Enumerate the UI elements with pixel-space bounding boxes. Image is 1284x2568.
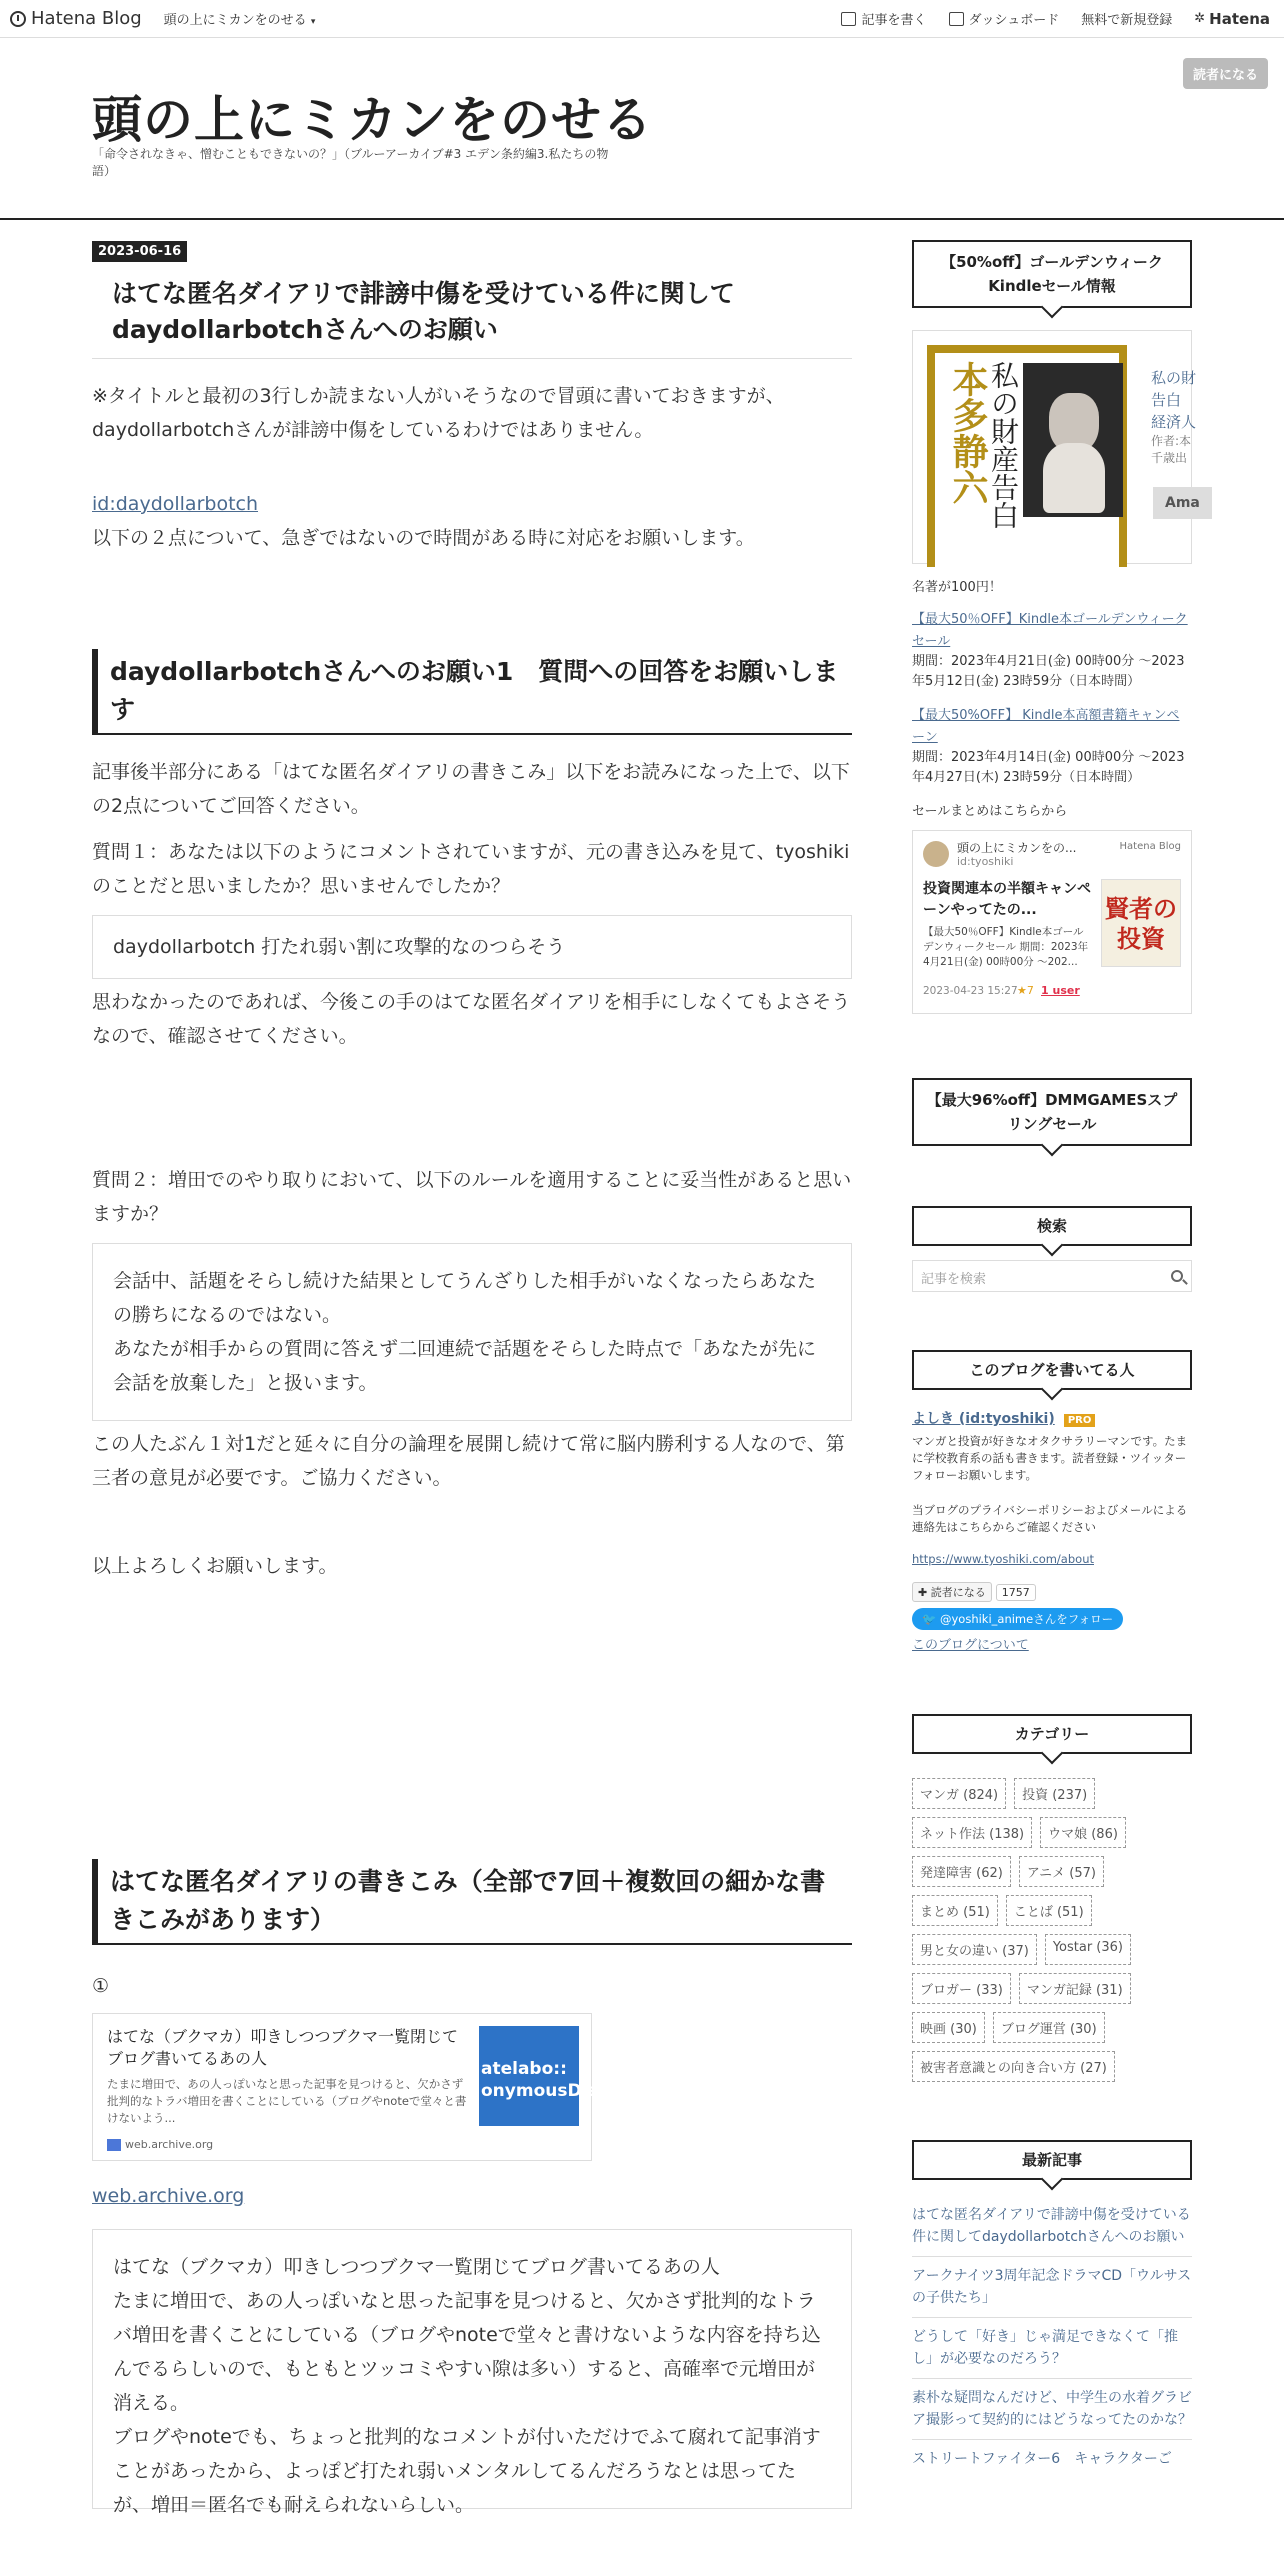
sale-summary-text: セールまとめはこちらから [912, 804, 1068, 819]
blockquote-anonymous-post [92, 2229, 852, 2516]
product-title-line-2: 告白 [1151, 391, 1182, 409]
card-title: はてな（ブクマカ）叩きしつつブクマ一覧閉じてブログ書いてるあの人 [107, 2027, 459, 2068]
signup-label: 無料で新規登録 [1081, 13, 1173, 28]
hatena-label: Hatena [1209, 9, 1270, 28]
twitter-follow-button[interactable] [912, 1608, 1123, 1630]
category-tag[interactable]: ことば (51) [1006, 1895, 1092, 1926]
blog-header [0, 38, 1284, 220]
user-id-link[interactable]: id:daydollarbotch [92, 493, 259, 515]
recent-article-link[interactable]: どうして「好き」じゃ満足できなくて「推し」が必要なのだろう？ [912, 2318, 1192, 2379]
blog-name-dropdown-label: 頭の上にミカンをのせる [163, 13, 307, 28]
category-tag[interactable]: ブロガー (33) [912, 1973, 1011, 2004]
category-tag[interactable]: マンガ (824) [912, 1778, 1006, 1809]
category-tag[interactable]: 映画 (30) [912, 2012, 985, 2043]
subscribe-button[interactable]: 読者になる [1183, 58, 1268, 89]
search-module-title: 検索 [912, 1206, 1192, 1246]
twitter-follow-label: @yoshiki_animeさんをフォロー [939, 1612, 1114, 1626]
third-party-paragraph: この人たぶん１対1だと延々に自分の論理を展開し続けて常に脳内勝利する人なので、第三者の意見が必要です。ご協力ください。 [92, 1433, 845, 1489]
recent-article-link[interactable]: アークナイツ3周年記念ドラマCD「ウルサスの子供たち」 [912, 2257, 1192, 2318]
product-title-line-3: 経済人 [1151, 413, 1197, 431]
recent-articles-list [912, 2196, 1192, 2478]
product-author-line-1: 作者:本 [1151, 434, 1192, 448]
blog-title[interactable]: 頭の上にミカンをのせる [92, 91, 653, 149]
category-tag[interactable]: Yostar (36) [1045, 1934, 1131, 1965]
subscribe-small-label: 読者になる [930, 1586, 986, 1599]
article-date[interactable]: 2023-06-16 [92, 241, 187, 262]
write-article-button[interactable] [841, 9, 926, 28]
search-placeholder: 記事を検索 [921, 1272, 987, 1287]
rule-line-2: あなたが相手からの質問に答えず二回連続で話題をそらした時点で「あなたが先に会話を放棄した」と扱います。 [113, 1338, 817, 1394]
product-info [1151, 367, 1196, 467]
instruction-paragraph: 記事後半部分にある「はてな匿名ダイアリの書きこみ」以下をお読みになった上で、以下の2点についてご回答ください。 [92, 761, 850, 817]
entry-card-description: 【最大50％OFF】Kindle本ゴールデンウィークセール 期間：2023年4月21日(金) 00時00分 ～202... [923, 926, 1089, 968]
sale-module-title: 【50%off】ゴールデンウィークKindleセール情報 [912, 240, 1192, 308]
category-list [912, 1778, 1192, 2082]
entry-card-title: 投資関連本の半額キャンペーンやってたの... [923, 881, 1091, 918]
question-1: 質問１：あなたは以下のようにコメントされていますが、元の書き込みを見て、tyoshikiのことだと思いましたか？思いませんでしたか？ [92, 841, 850, 897]
about-url-link[interactable]: https://www.tyoshiki.com/about [912, 1552, 1094, 1566]
sidebar [912, 240, 1200, 2478]
intro-paragraph: ※タイトルと最初の3行しか読まない人がいそうなので冒頭に書いておきますが、daydollarbotchさんが誹謗中傷をしているわけではありません。 [92, 385, 785, 441]
author-photo [1023, 363, 1123, 517]
caret-down-icon: ▾ [310, 17, 316, 27]
top-navigation-bar [0, 0, 1284, 38]
hatena-blog-logo-text: Hatena Blog [31, 8, 142, 29]
card-site-label: web.archive.org [125, 2138, 214, 2151]
quote-line-1: はてな（ブクマカ）叩きしつつブクマ一覧閉じてブログ書いてるあの人 [113, 2256, 720, 2278]
card-description: たまに増田で、あの人っぽいなと思った記事を見つけると、欠かさず批判的なトラバ増田を書くことにしている（ブログやnoteで堂々と書けないよう... [107, 2077, 467, 2125]
category-tag[interactable]: マンガ記録 (31) [1019, 1973, 1131, 2004]
recent-module-title: 最新記事 [912, 2140, 1192, 2180]
edit-icon [841, 12, 856, 26]
sale-link-2[interactable]: 【最大50%OFF】 Kindle本高額書籍キャンペーン [912, 708, 1180, 745]
recent-article-link[interactable]: 素朴な疑問なんだけど、中学生の水着グラビア撮影って契約的にはどうなってたのかな？ [912, 2379, 1192, 2440]
hatena-blog-logo[interactable] [10, 8, 142, 29]
section-heading-1: daydollarbotchさんへのお願い1 質問への回答をお願いします [92, 649, 852, 735]
entry-card-date: 2023-04-23 15:27 [923, 985, 1018, 997]
sale-note: 名著が100円！ [912, 580, 1002, 595]
book-title-vertical: 私の財産告白 [987, 361, 1020, 529]
category-tag[interactable]: ネット作法 (138) [912, 1817, 1032, 1848]
amazon-product-card[interactable] [912, 330, 1200, 564]
blog-entry-card[interactable] [912, 830, 1192, 1014]
signup-link[interactable] [1081, 9, 1172, 28]
card-thumbnail-line-1: atelabo:: [481, 2059, 567, 2079]
sale-period-1: 期間：2023年4月21日(金) 00時00分 ～2023年5月12日(金) 23時59分（日本時間） [912, 654, 1185, 689]
item-number-1: ① [92, 1975, 110, 1997]
amazon-button[interactable]: Ama [1153, 487, 1212, 519]
entry-card-stars: ★7 [1017, 984, 1034, 997]
category-tag[interactable]: アニメ (57) [1019, 1856, 1104, 1887]
section-heading-2: はてな匿名ダイアリの書きこみ（全部で7回＋複数回の細かな書きこみがあります） [92, 1859, 852, 1945]
category-tag[interactable]: まとめ (51) [912, 1895, 998, 1926]
question-2: 質問２：増田でのやり取りにおいて、以下のルールを適用することに妥当性があると思いますか？ [92, 1169, 852, 1225]
twitter-bird-icon: 🐦 [922, 1612, 937, 1626]
entry-card-user-id: id:tyoshiki [957, 855, 1014, 868]
category-tag[interactable]: 被害者意識との向き合い方 (27) [912, 2051, 1115, 2082]
plus-icon: ✚ [918, 1586, 928, 1599]
recent-article-link[interactable]: ストリートファイター6 キャラクターご [912, 2451, 1172, 2467]
hatena-dots-icon: ✲ [1194, 11, 1206, 26]
closing-paragraph: 以上よろしくお願いします。 [92, 1555, 338, 1577]
card-thumbnail [479, 2026, 608, 2126]
dashboard-label: ダッシュボード [968, 13, 1060, 28]
privacy-note: 当ブログのプライバシーポリシーおよびメールによる連絡先はこちらからご確認ください [912, 1503, 1188, 1534]
author-description: マンガと投資が好きなオタクサラリーマンです。たまに学校教育系の話も書きます。読者登録・ツイッターフォローお願いします。 [912, 1434, 1188, 1482]
card-thumbnail-line-2: onymousDiar [481, 2081, 608, 2101]
subscriber-count: 1757 [996, 1584, 1036, 1601]
card-site [107, 2138, 213, 2151]
category-tag[interactable]: 発達障害 (62) [912, 1856, 1011, 1887]
request-paragraph: 以下の２点について、急ぎではないので時間がある時に対応をお願いします。 [92, 527, 755, 549]
blog-avatar [923, 841, 949, 867]
sale-link-1[interactable]: 【最大50％OFF】Kindle本ゴールデンウィークセール [912, 612, 1188, 649]
quote-line-2: たまに増田で、あの人っぽいなと思った記事を見つけると、欠かさず批判的なトラバ増田を書くことにしている（ブログやnoteで堂々と書けないような内容を持ち込んでるらしいので、もともとツッコミやすい隙は多い）すると、高確率で元増田が消える。 [113, 2290, 821, 2414]
dashboard-button[interactable] [949, 9, 1060, 28]
dmm-module-title: 【最大96%off】DMMGAMESスプリングセール [912, 1078, 1192, 1146]
dashboard-icon [949, 12, 964, 26]
site-favicon-icon [107, 2139, 121, 2151]
quote-line-3: ブログやnoteでも、ちょっと批判的なコメントが付いただけでふて腐れて記事消すことがあったから、よっぽど打たれ弱いメンタルしてるんだろうなとは思ってたが、増田＝匿名でも耐えられないらしい。 [113, 2426, 821, 2516]
subscribe-small-button[interactable] [912, 1582, 992, 1602]
entry-card-thumbnail: 賢者の投資 [1101, 879, 1181, 967]
embedded-link-card[interactable] [92, 2013, 608, 2161]
archive-link[interactable]: web.archive.org [92, 2185, 245, 2207]
entry-card-bookmark-users[interactable]: 1 user [1041, 984, 1080, 997]
book-cover-image [927, 345, 1127, 567]
sale-period-2: 期間：2023年4月14日(金) 00時00分 ～2023年4月27日(木) 23時59分（日本時間） [912, 750, 1185, 785]
product-title-line-1: 私の財 [1151, 369, 1197, 387]
category-module-title: カテゴリー [912, 1714, 1192, 1754]
category-tag[interactable]: 投資 (237) [1014, 1778, 1095, 1809]
entry-card-hatena-blog: Hatena Blog [1119, 841, 1181, 852]
author-name-link[interactable]: よしき (id:tyoshiki) [912, 1411, 1055, 1427]
about-module-title: このブログを書いてる人 [912, 1350, 1192, 1390]
search-icon[interactable] [1171, 1270, 1183, 1282]
rule-line-1: 会話中、話題をそらし続けた結果としてうんざりした相手がいなくなったらあなたの勝ちになるのではない。 [113, 1270, 817, 1326]
article-title[interactable]: はてな匿名ダイアリで誹謗中傷を受けている件に関して daydollarbotchさんへのお願い [92, 276, 852, 359]
recent-article-link[interactable]: はてな匿名ダイアリで誹謗中傷を受けている件に関してdaydollarbotchさんへのお願い [912, 2196, 1192, 2257]
blockquote-comment: daydollarbotch 打たれ弱い割に攻撃的なのつらそう [92, 915, 852, 979]
blog-description: 「命令されなきゃ、憎むこともできないの？」（ブルーアーカイブ#3 エデン条約編3.私たちの物語） [92, 147, 609, 178]
blockquote-rules [92, 1243, 852, 1421]
category-tag[interactable]: ブログ運営 (30) [993, 2012, 1105, 2043]
article [92, 240, 852, 2516]
about-blog-link[interactable]: このブログについて [912, 1638, 1029, 1653]
category-tag[interactable]: 男と女の違い (37) [912, 1934, 1037, 1965]
pro-badge: PRO [1064, 1414, 1096, 1427]
followup-paragraph: 思わなかったのであれば、今後この手のはてな匿名ダイアリを相手にしなくてもよさそうなので、確認させてください。 [92, 991, 851, 1047]
category-tag[interactable]: ウマ娘 (86) [1040, 1817, 1126, 1848]
entry-card-blog-name: 頭の上にミカンをの... [957, 841, 1077, 855]
book-author-vertical: 本多静六 [947, 361, 989, 505]
write-article-label: 記事を書く [861, 13, 927, 28]
hatena-logo-icon [10, 11, 26, 27]
book-cover-inner [935, 353, 1119, 567]
blog-name-dropdown[interactable] [164, 9, 316, 28]
search-input[interactable] [912, 1260, 1192, 1292]
product-author-line-2: 千歳出 [1151, 451, 1188, 465]
hatena-menu-button[interactable] [1194, 10, 1270, 28]
